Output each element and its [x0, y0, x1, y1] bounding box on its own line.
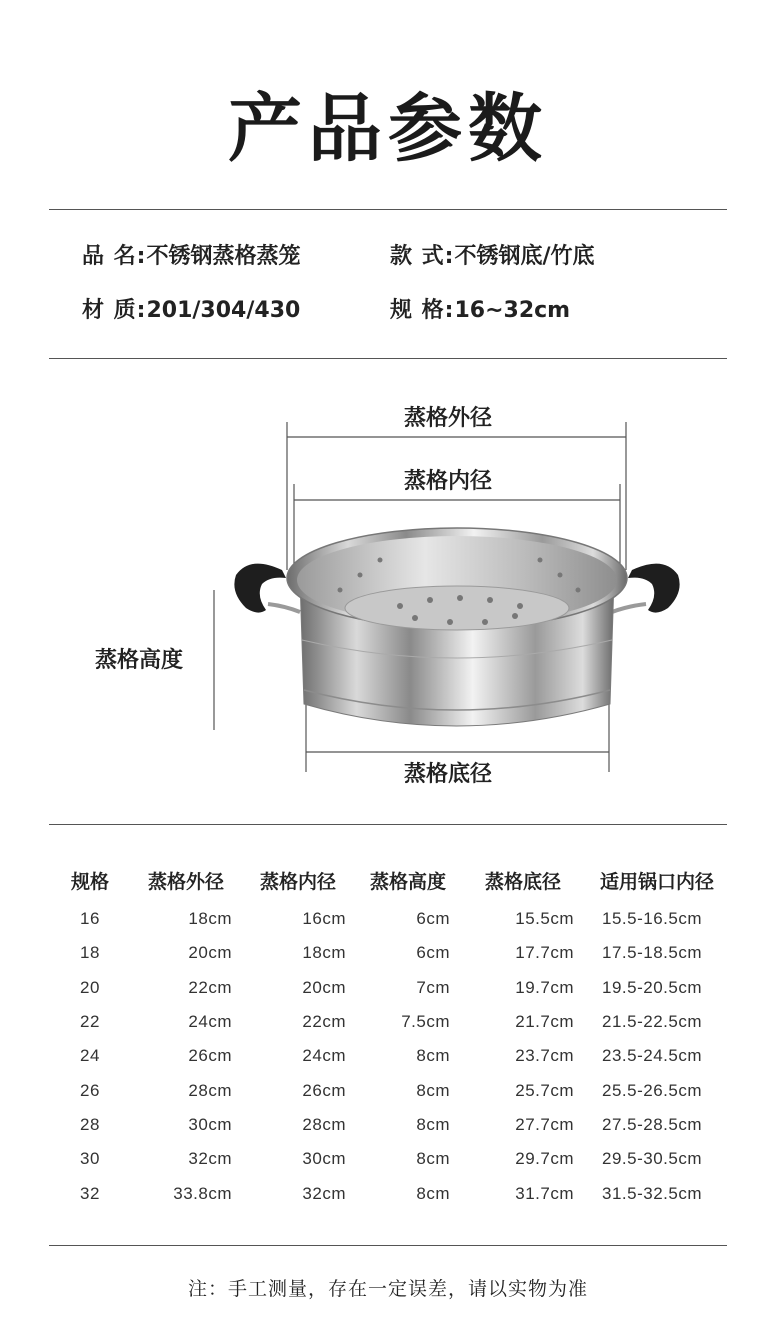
- header-inner: 蒸格内径: [259, 870, 336, 893]
- table-cell: 8cm: [416, 1080, 450, 1100]
- divider: [49, 824, 727, 825]
- table-cell: 18: [80, 943, 100, 963]
- measurement-note: 注：手工测量，存在一定误差，请以实物为准: [187, 1278, 588, 1300]
- table-row: [50, 902, 730, 936]
- table-cell: 8cm: [416, 1046, 450, 1066]
- table-cell: 8cm: [416, 1149, 450, 1169]
- table-cell: 33.8cm: [173, 1183, 232, 1203]
- style-value: 不锈钢底/竹底: [454, 244, 595, 269]
- divider: [49, 1245, 727, 1246]
- page-title: 产品参数: [228, 86, 548, 172]
- spec-label: 规 格:: [390, 298, 455, 323]
- spec-table: [50, 858, 730, 1211]
- table-row: [50, 1108, 730, 1142]
- table-header-row: [50, 858, 730, 902]
- table-cell: 32: [80, 1183, 100, 1203]
- table-cell: 25.5-26.5cm: [602, 1080, 702, 1100]
- steamer-diagram: [0, 370, 776, 810]
- height-label: 蒸格高度: [95, 648, 184, 673]
- table-cell: 23.5-24.5cm: [602, 1046, 702, 1066]
- table-cell: 30cm: [188, 1114, 232, 1134]
- table-cell: 17.7cm: [515, 943, 574, 963]
- table-cell: 16: [80, 909, 100, 929]
- table-cell: 23.7cm: [515, 1046, 574, 1066]
- table-cell: 32cm: [188, 1149, 232, 1169]
- header-pot-fit: 适用锅口内径: [599, 870, 714, 893]
- table-cell: 16cm: [302, 909, 346, 929]
- header-outer: 蒸格外径: [147, 870, 224, 893]
- table-cell: 30cm: [302, 1149, 346, 1169]
- table-cell: 20: [80, 977, 100, 997]
- table-cell: 24cm: [188, 1012, 232, 1032]
- table-cell: 22cm: [302, 1012, 346, 1032]
- header-spec: 规格: [70, 870, 109, 893]
- style-label: 款 式:: [390, 244, 455, 269]
- table-cell: 26cm: [188, 1046, 232, 1066]
- table-cell: 7cm: [416, 977, 450, 997]
- table-cell: 20cm: [302, 977, 346, 997]
- table-row: [50, 936, 730, 970]
- product-name-label: 品 名:: [82, 244, 147, 269]
- table-cell: 31.7cm: [515, 1183, 574, 1203]
- header-height: 蒸格高度: [369, 870, 446, 893]
- table-cell: 15.5cm: [515, 909, 574, 929]
- material-row: [82, 300, 300, 322]
- table-cell: 19.5-20.5cm: [602, 977, 702, 997]
- table-cell: 6cm: [416, 909, 450, 929]
- table-cell: 29.7cm: [515, 1149, 574, 1169]
- material-label: 材 质:: [82, 298, 147, 323]
- spec-value: 16~32cm: [454, 298, 571, 323]
- outer-diameter-label: 蒸格外径: [404, 406, 493, 431]
- style-row: [390, 246, 595, 268]
- table-cell: 32cm: [302, 1183, 346, 1203]
- inner-diameter-label: 蒸格内径: [404, 469, 493, 494]
- table-row: [50, 971, 730, 1005]
- table-cell: 28cm: [188, 1080, 232, 1100]
- table-row: [50, 1005, 730, 1039]
- header-bottom: 蒸格底径: [484, 870, 561, 893]
- table-cell: 21.5-22.5cm: [602, 1012, 702, 1032]
- table-cell: 25.7cm: [515, 1080, 574, 1100]
- table-row: [50, 1176, 730, 1210]
- divider: [49, 209, 727, 210]
- table-cell: 31.5-32.5cm: [602, 1183, 702, 1203]
- table-cell: 28: [80, 1114, 100, 1134]
- table-cell: 20cm: [188, 943, 232, 963]
- table-cell: 8cm: [416, 1114, 450, 1134]
- table-cell: 21.7cm: [515, 1012, 574, 1032]
- table-cell: 22: [80, 1012, 100, 1032]
- table-cell: 27.5-28.5cm: [602, 1114, 702, 1134]
- table-cell: 6cm: [416, 943, 450, 963]
- table-cell: 19.7cm: [515, 977, 574, 997]
- table-cell: 28cm: [302, 1114, 346, 1134]
- table-cell: 17.5-18.5cm: [602, 943, 702, 963]
- table-cell: 26cm: [302, 1080, 346, 1100]
- table-cell: 18cm: [302, 943, 346, 963]
- material-value: 201/304/430: [146, 298, 301, 323]
- table-cell: 7.5cm: [401, 1012, 450, 1032]
- table-cell: 26: [80, 1080, 100, 1100]
- product-name-value: 不锈钢蒸格蒸笼: [146, 244, 301, 269]
- table-row: [50, 1073, 730, 1107]
- table-cell: 22cm: [188, 977, 232, 997]
- spec-row: [390, 300, 570, 322]
- table-cell: 30: [80, 1149, 100, 1169]
- divider: [49, 358, 727, 359]
- table-cell: 24: [80, 1046, 100, 1066]
- table-row: [50, 1142, 730, 1176]
- table-cell: 24cm: [302, 1046, 346, 1066]
- table-cell: 18cm: [188, 909, 232, 929]
- product-name-row: [82, 246, 300, 268]
- table-cell: 15.5-16.5cm: [602, 909, 702, 929]
- table-cell: 29.5-30.5cm: [602, 1149, 702, 1169]
- table-cell: 27.7cm: [515, 1114, 574, 1134]
- table-cell: 8cm: [416, 1183, 450, 1203]
- table-row: [50, 1039, 730, 1073]
- bottom-diameter-label: 蒸格底径: [404, 762, 493, 787]
